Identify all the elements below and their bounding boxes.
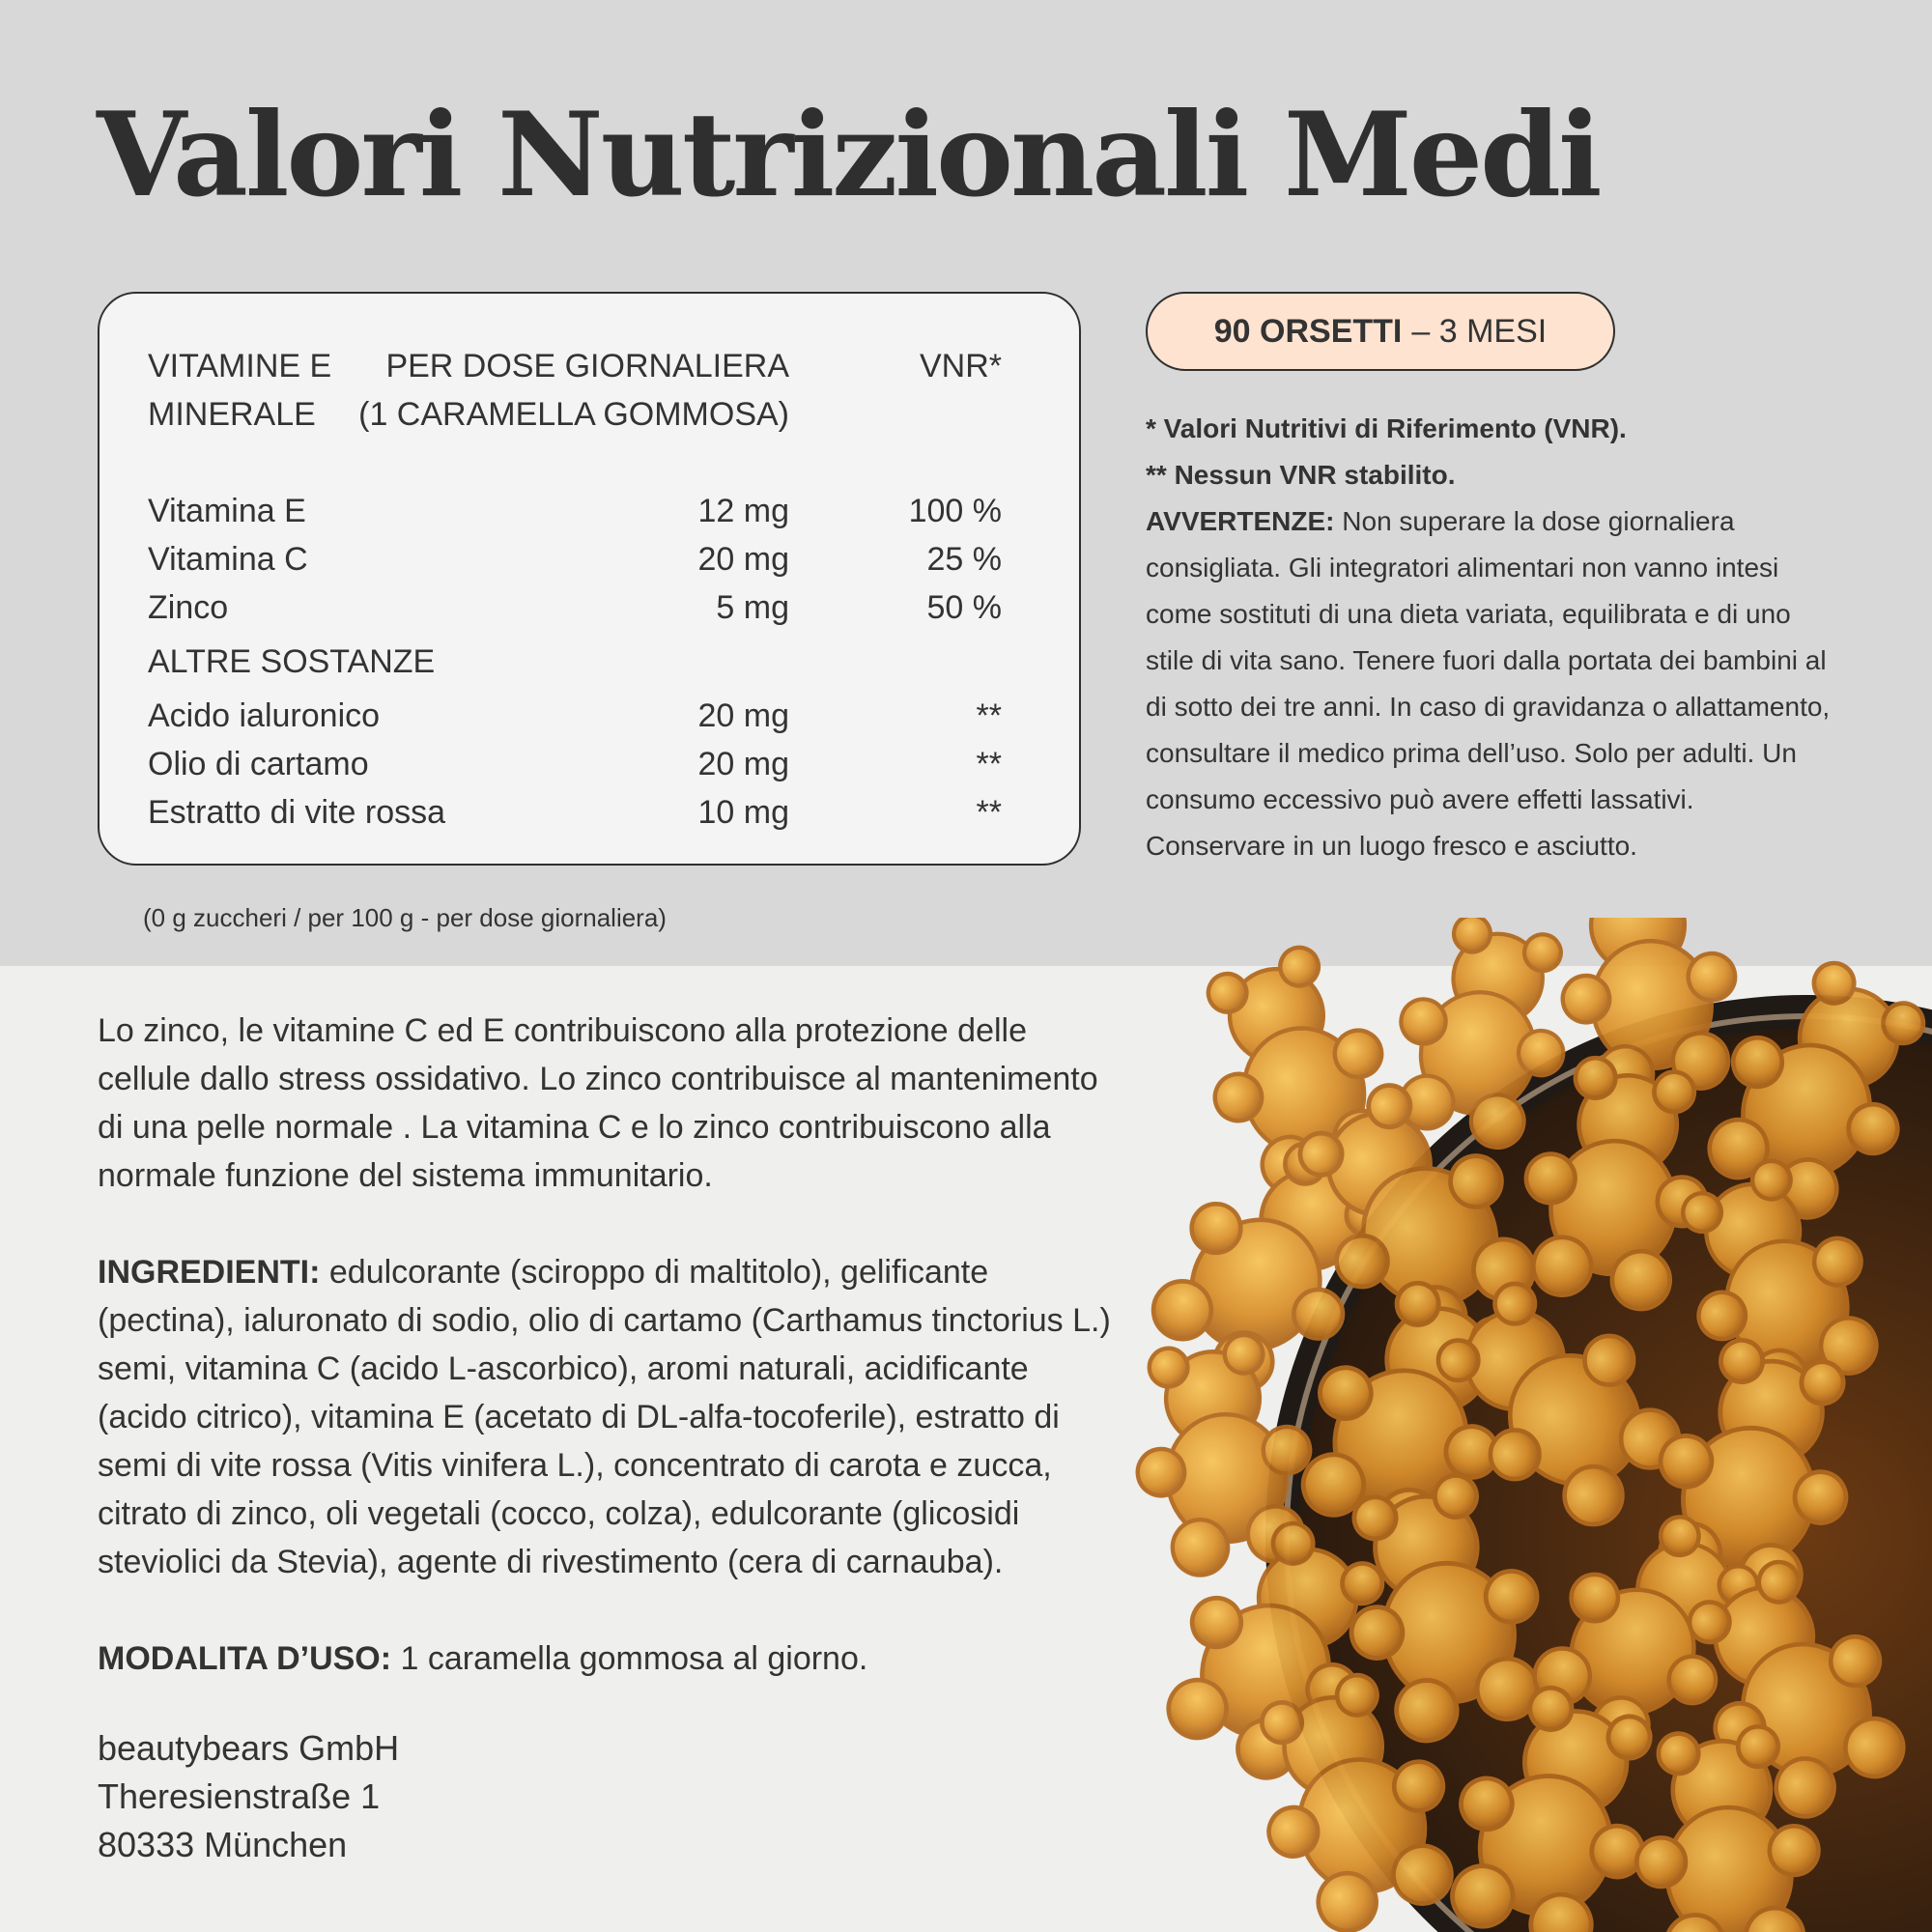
nutrient-amount: 5 mg bbox=[716, 589, 789, 626]
usage-text: 1 caramella gommosa al giorno. bbox=[391, 1640, 868, 1677]
nutrient-name: Vitamina E bbox=[148, 493, 306, 529]
city-address: 80333 München bbox=[98, 1825, 348, 1864]
warning-text: Non superare la dose giornaliera consigliata. Gli integratori alimentari non vanno intesi come sostituti di una dieta variata, equilibrata e di uno stile di vita sano. Tenere fuori dalla portata dei bambini al di sotto dei tre anni. In caso di gravidanza o allattamento, consultare il medico prima dell’uso. Solo per adulti. Un consumo eccessivo può avere effetti lassativi. Conservare in un luogo fresco e asciutto. bbox=[1146, 506, 1831, 861]
ingredients-label: INGREDIENTI: bbox=[98, 1254, 321, 1291]
nutrient-vnr: 50 % bbox=[926, 589, 1002, 626]
nutrient-amount: 12 mg bbox=[697, 493, 789, 529]
nutrient-name: Vitamina C bbox=[148, 541, 308, 578]
header-amount-line1: PER DOSE GIORNALIERA bbox=[385, 348, 789, 384]
company-address bbox=[98, 1724, 399, 1869]
company-name: beautybears GmbH bbox=[98, 1728, 400, 1768]
substance-name: Acido ialuronico bbox=[148, 697, 381, 734]
substance-vnr: ** bbox=[976, 697, 1002, 734]
gummy-bear-bowl-image bbox=[1111, 918, 1932, 1932]
substance-amount: 10 mg bbox=[697, 794, 789, 831]
page-title: Valori Nutrizionali Medi bbox=[97, 87, 1600, 223]
notes-block bbox=[1146, 406, 1841, 869]
no-vnr-footnote: ** Nessun VNR stabilito. bbox=[1146, 460, 1456, 490]
warning-label: AVVERTENZE: bbox=[1146, 506, 1335, 536]
pack-size-badge bbox=[1146, 292, 1615, 371]
gummy-bears bbox=[1117, 918, 1932, 1932]
nutrient-amount: 20 mg bbox=[697, 541, 789, 578]
nutrition-table bbox=[98, 292, 1081, 866]
ingredients-text: edulcorante (sciroppo di maltitolo), gelificante (pectina), ialuronato di sodio, olio di cartamo (Carthamus tinctorius L.) semi, vitamina C (acido L-ascorbico), aromi naturali, acidificante (acido citrico), vitamina E (acetato di DL-alfa-tocoferile), estratto di semi di vite rossa (Vitis vinifera L.), concentrato di carota e zucca, citrato di zinco, oli vegetali (cocco, colza), edulcorante (glicosidi steviolici da Stevia), agente di rivestimento (cera di carnauba). bbox=[98, 1254, 1111, 1580]
pack-count: 90 ORSETTI bbox=[1213, 312, 1403, 350]
health-claim bbox=[98, 1007, 1122, 1200]
substance-amount: 20 mg bbox=[697, 697, 789, 734]
header-vnr: VNR* bbox=[919, 348, 1002, 384]
substance-name: Estratto di vite rossa bbox=[148, 794, 446, 831]
vnr-footnote: * Valori Nutritivi di Riferimento (VNR). bbox=[1146, 413, 1627, 443]
sugar-note: (0 g zuccheri / per 100 g - per dose giornaliera) bbox=[143, 903, 667, 932]
substance-amount: 20 mg bbox=[697, 746, 789, 782]
ingredients-block bbox=[98, 1248, 1122, 1586]
substance-vnr: ** bbox=[976, 746, 1002, 782]
usage-block bbox=[98, 1634, 1122, 1683]
substance-name: Olio di cartamo bbox=[148, 746, 369, 782]
gummy-bowl-illustration bbox=[1111, 918, 1932, 1932]
header-nutrient-line1: VITAMINE E bbox=[148, 348, 332, 384]
nutrient-vnr: 25 % bbox=[926, 541, 1002, 578]
usage-label: MODALITA D’USO: bbox=[98, 1640, 392, 1677]
section-label-other: ALTRE SOSTANZE bbox=[148, 643, 436, 680]
nutrient-vnr: 100 % bbox=[908, 493, 1002, 529]
substance-vnr: ** bbox=[976, 794, 1002, 831]
header-nutrient-line2: MINERALE bbox=[148, 396, 316, 433]
pack-duration: – 3 MESI bbox=[1411, 312, 1548, 350]
header-amount-line2: (1 CARAMELLA GOMMOSA) bbox=[358, 396, 789, 433]
street-address: Theresienstraße 1 bbox=[98, 1776, 381, 1816]
nutrient-name: Zinco bbox=[148, 589, 229, 626]
claim-text: Lo zinco, le vitamine C ed E contribuiscono alla protezione delle cellule dallo stress ossidativo. Lo zinco contribuisce al mantenimento di una pelle normale . La vitamina C e lo zinco contribuiscono alla normale funzione del sistema immunitario. bbox=[98, 1012, 1098, 1194]
